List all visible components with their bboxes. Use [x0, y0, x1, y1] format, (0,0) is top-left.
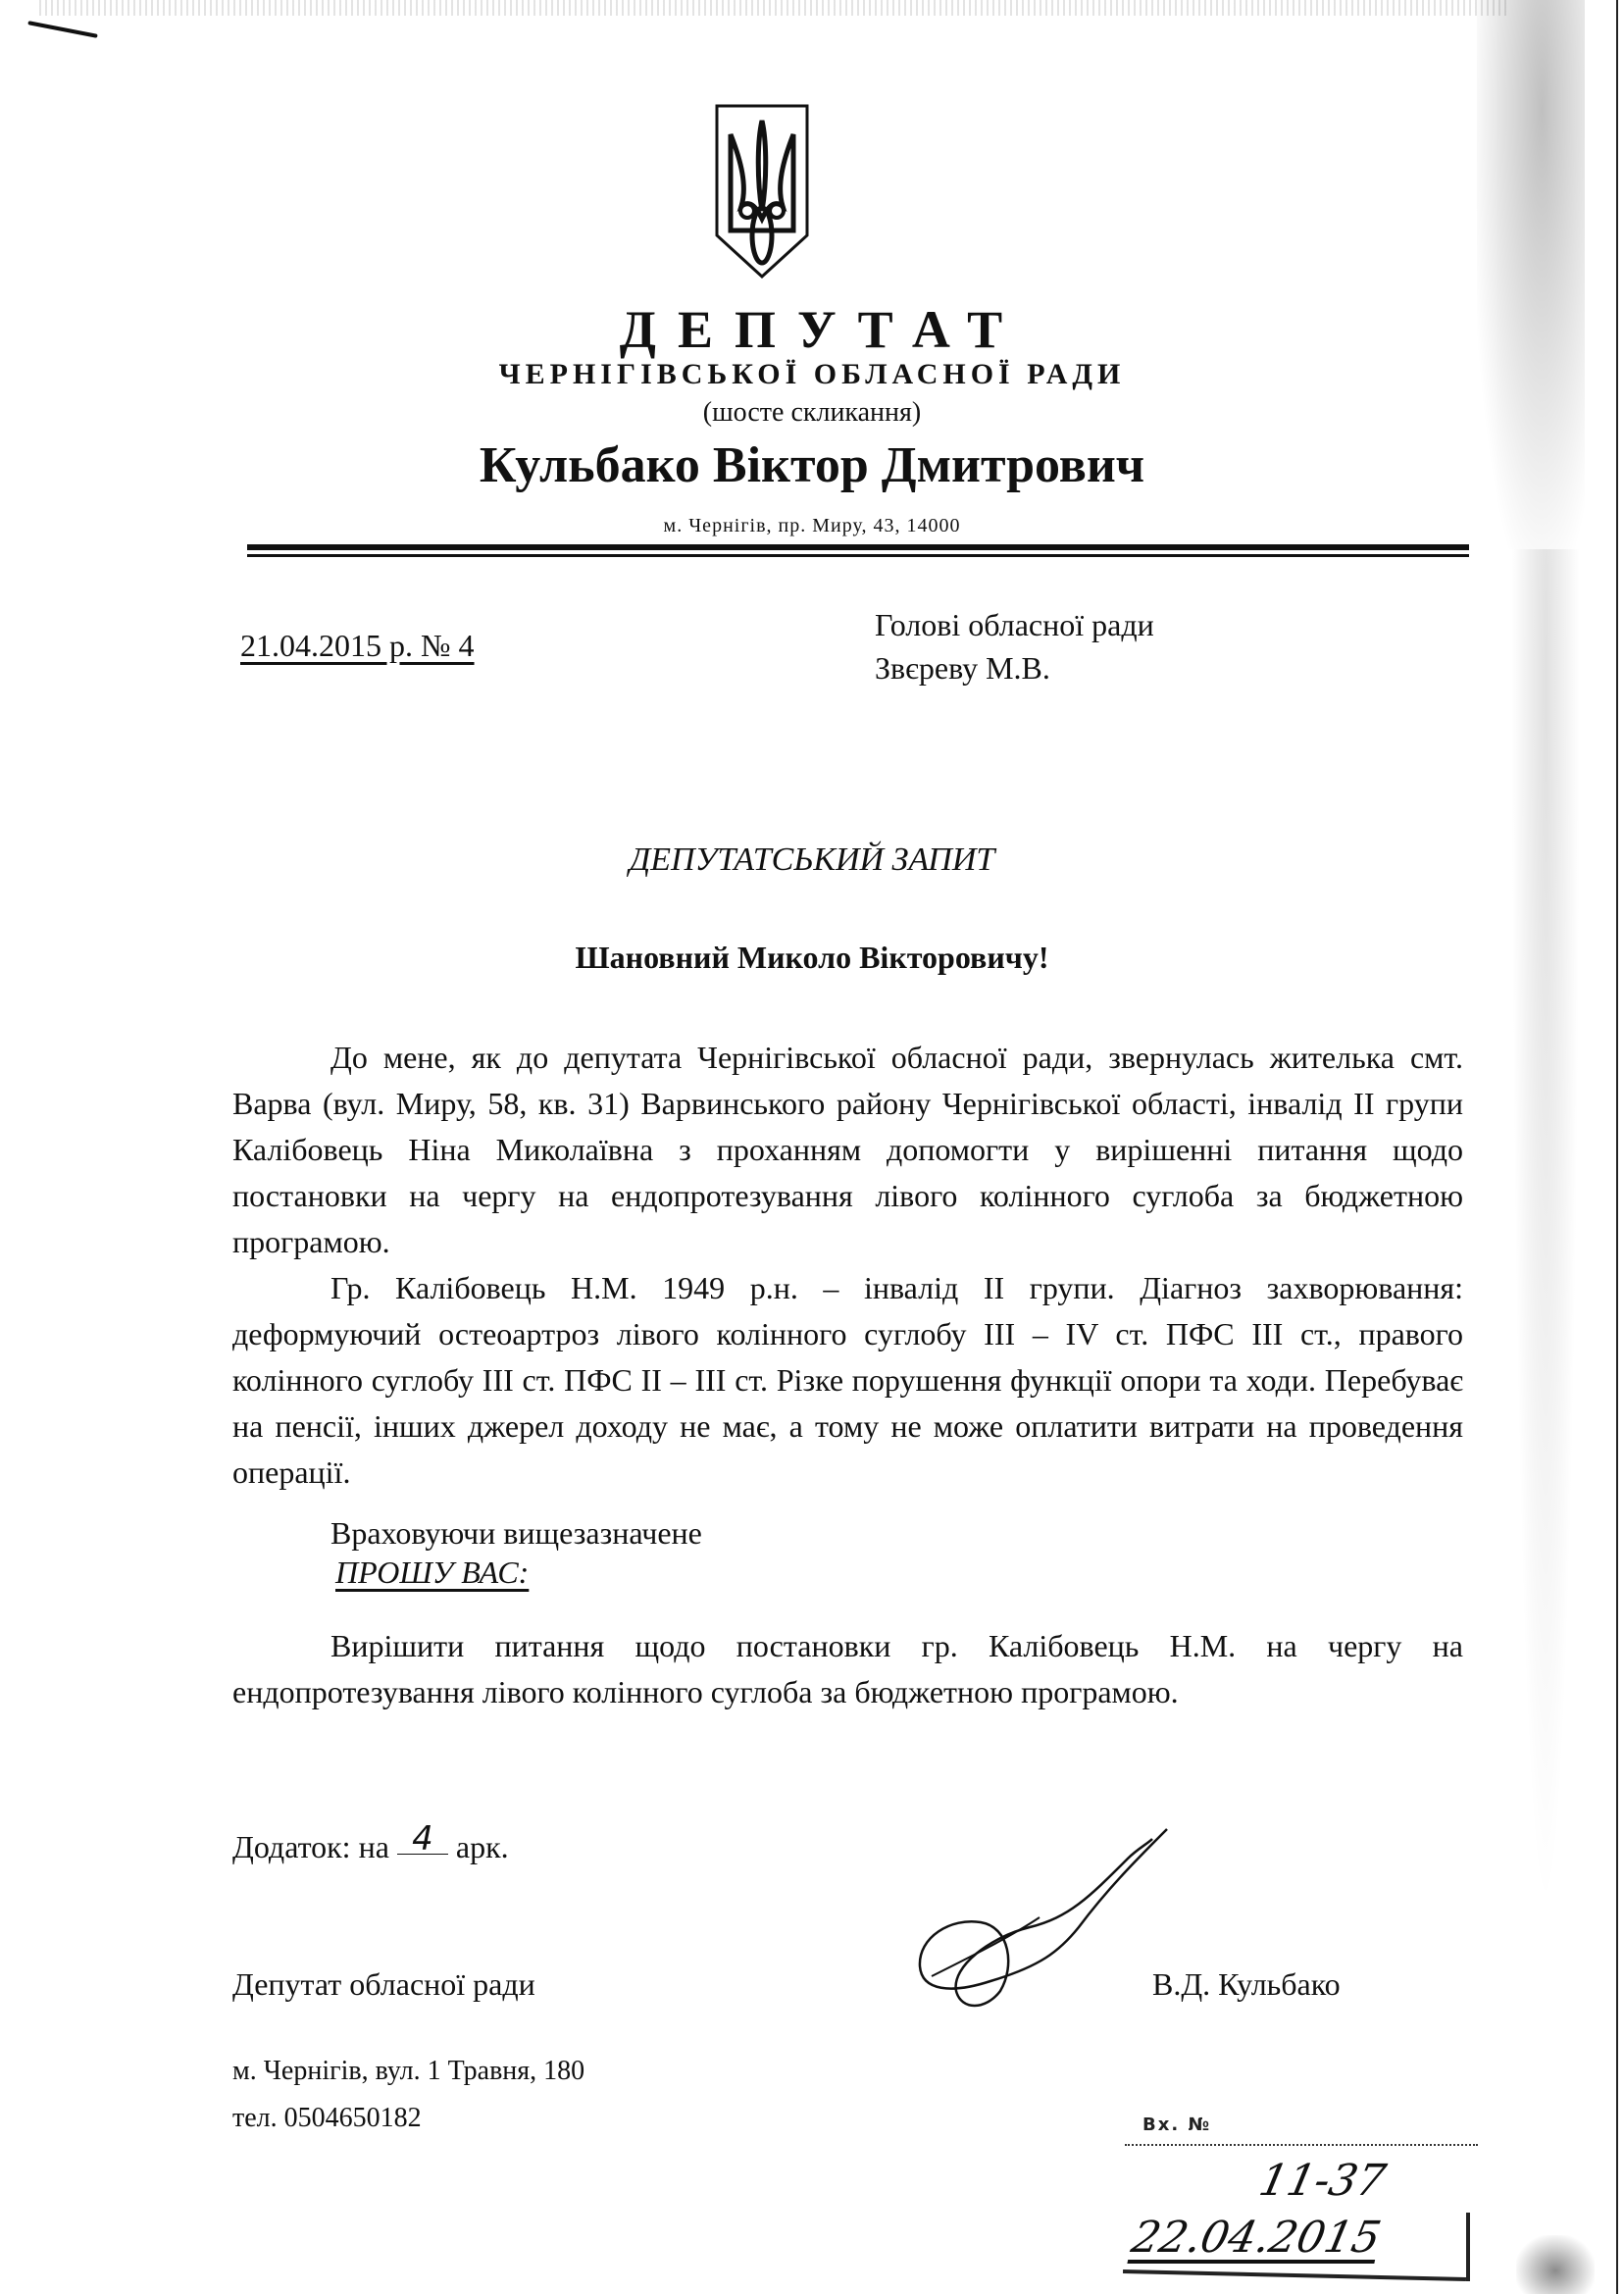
document-reference: 21.04.2015 р. № 4	[240, 628, 475, 663]
stamp-border-right	[1466, 2213, 1470, 2281]
request-paragraph	[232, 1623, 1463, 1715]
paragraph-text: Вирішити питання щодо постановки гр. Калібовець Н.М. на чергу на ендопротезування лівого колінного суглоба за бюджетною програмою.	[232, 1628, 1463, 1709]
stamp-registration-date: 22.04.2015	[1127, 2213, 1386, 2263]
letterhead-deputy-name: Кульбако Віктор Дмитрович	[479, 437, 1145, 493]
stamp-registration-number: 11-37	[1254, 2156, 1391, 2206]
letterhead-rule-thick	[247, 544, 1469, 550]
trident-emblem-icon	[714, 103, 810, 280]
contact-phone: тел. 0504650182	[232, 2103, 422, 2133]
scan-shadow-right-lower	[1511, 549, 1580, 1922]
contact-block	[232, 2048, 584, 2142]
addressee-position: Голові обласної ради	[875, 607, 1154, 642]
letterhead-title: ДЕПУТАТ	[619, 300, 1025, 359]
request-heading: ПРОШУ ВАС:	[335, 1555, 530, 1590]
attachment-suffix: арк.	[455, 1829, 509, 1864]
stamp-label: Вх. №	[1142, 2115, 1212, 2135]
letterhead-rule-thin	[247, 554, 1469, 557]
addressee-name: Звєреву М.В.	[875, 650, 1050, 686]
paragraph-text: До мене, як до депутата Чернігівської обласної ради, звернулась жителька смт. Варва (вул. Миру, 58, кв. 31) Варвинського району Чернігівської області, інвалід ІІ групи Калібовець Ніна Миколаївна з проханням допомогти у вирішенні питання щодо постановки на чергу на ендопротезування лівого колінного суглоба за бюджетною програмою.	[232, 1040, 1463, 1259]
attachment-line	[232, 1819, 509, 1865]
scan-noise-top	[39, 0, 1510, 16]
attachment-prefix: Додаток: на	[232, 1829, 389, 1864]
letterhead-council: ЧЕРНІГІВСЬКОЇ ОБЛАСНОЇ РАДИ	[498, 358, 1126, 390]
letterhead-address: м. Чернігів, пр. Миру, 43, 14000	[663, 515, 961, 536]
contact-address: м. Чернігів, вул. 1 Травня, 180	[232, 2056, 585, 2086]
addressee-block	[875, 603, 1154, 689]
signatory-role: Депутат обласної ради	[232, 1966, 535, 2002]
considering-line: Враховуючи вищезазначене	[330, 1515, 702, 1551]
signatory-name: В.Д. Кульбако	[1152, 1966, 1341, 2002]
body-paragraph-2	[232, 1265, 1463, 1496]
salutation: Шановний Миколо Вікторовичу!	[575, 940, 1049, 975]
scan-stray-mark	[27, 21, 97, 38]
document-title: ДЕПУТАТСЬКИЙ ЗАПИТ	[629, 841, 995, 878]
registration-stamp	[1113, 2107, 1476, 2283]
paragraph-text: Гр. Калібовець Н.М. 1949 р.н. – інвалід ІІ групи. Діагноз захворювання: деформуючий остеоартроз лівого колінного суглобу ІІІ – IV ст. ПФС ІІІ ст., правого колінного суглобу ІІІ ст. ПФС ІІ – ІІІ ст. Різке порушення функції опори та ходи. Перебуває на пенсії, інших джерел доходу не має, а тому не може оплатити витрати на проведення операції.	[232, 1270, 1463, 1490]
attachment-count: 4	[397, 1824, 448, 1855]
scan-shadow-corner	[1516, 2235, 1595, 2294]
stamp-border-bottom	[1123, 2269, 1466, 2281]
stamp-dotted-line	[1125, 2144, 1478, 2148]
handwritten-signature	[843, 1819, 1196, 2015]
body-paragraph-1	[232, 1035, 1463, 1265]
letterhead-convocation: (шосте скликання)	[702, 397, 922, 428]
